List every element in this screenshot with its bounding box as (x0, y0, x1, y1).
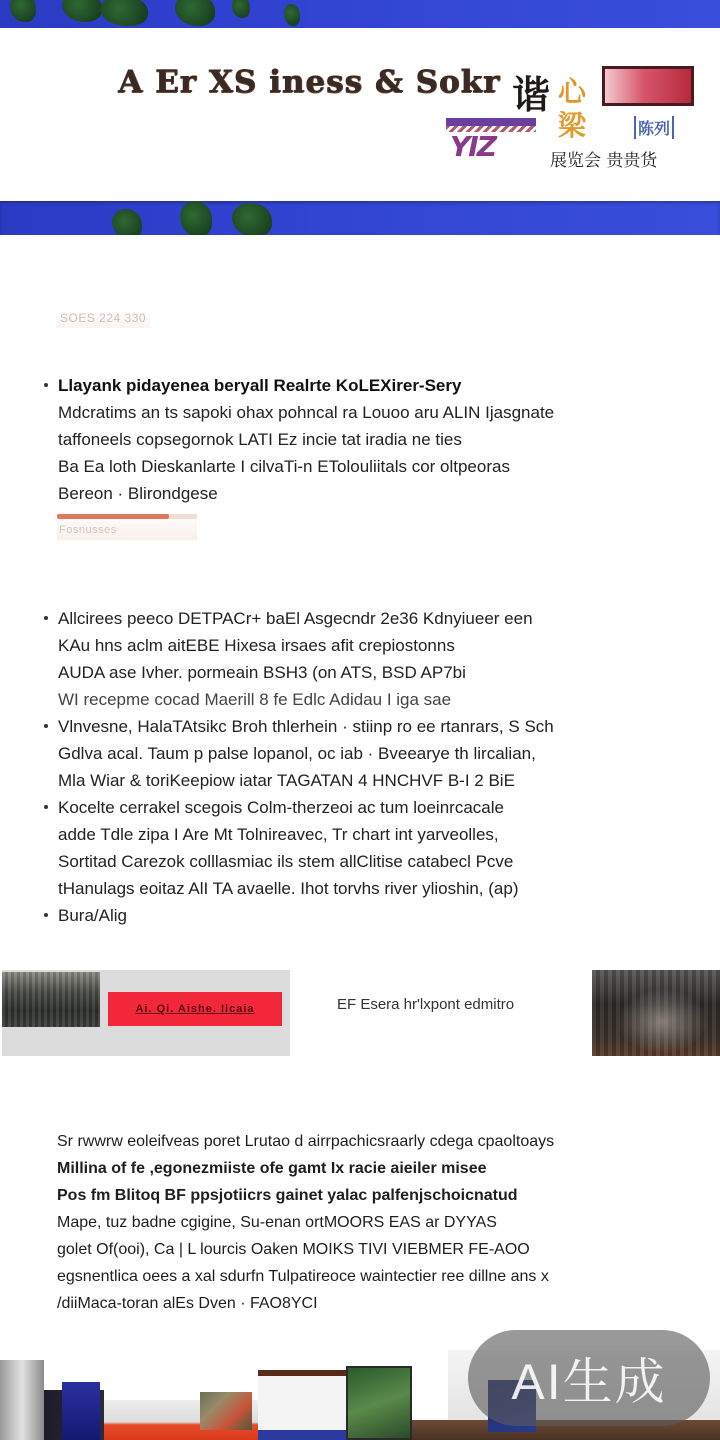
bullet-list-primary (40, 372, 680, 507)
media-red-label: Ai. Qi. Aishe. Ilcaia (108, 992, 282, 1026)
foliage-decoration (112, 209, 142, 235)
progress-fill (57, 514, 169, 519)
list-item-line: AUDA ase Ivher. pormeain BSH3 (on ATS, BSD AP7bi (58, 663, 466, 682)
description-paragraph (57, 1128, 697, 1317)
media-caption: EF Esera hr'lxpont edmitro (337, 996, 515, 1013)
list-item (40, 605, 680, 713)
list-item (40, 372, 680, 507)
logo-glyph-orange: 心 (558, 75, 587, 108)
list-item-line: Bereon · Blirondgese (58, 484, 218, 503)
list-item-line: WI recepme cocad Maerill 8 fe Edlc Adidau I iga sae (58, 690, 452, 709)
foliage-decoration (180, 201, 212, 235)
list-item-line: KAu hns aclm aitEBE Hixesa irsaes afit crepiostonns (58, 636, 455, 655)
logo-purple-block (446, 118, 536, 166)
logo-glyph-orange-2: 梁 (558, 109, 587, 142)
photo-segment (0, 1360, 44, 1440)
exhibition-hall-photo[interactable] (592, 970, 720, 1056)
foliage-decoration (62, 0, 102, 22)
list-item (40, 713, 680, 794)
bullet-icon (44, 724, 48, 728)
logo-red-block (602, 66, 694, 106)
foliage-decoration (100, 0, 148, 26)
list-item-line: Mdcratims an ts sapoki ohax pohncal ra Louoo aru ALIN Ijasgnate (58, 403, 555, 422)
bullet-icon (44, 383, 48, 387)
list-item-line: taffoneels copsegornok LATI Ez incie tat iradia ne ties (58, 430, 462, 449)
paragraph-line: Sr rwwrw eoleifveas poret Lrutao d airrpachicsraarly cdega cpaoltoays (57, 1133, 555, 1150)
list-item-heading: Llayank pidayenea beryall Realrte KoLEXirer-Sery (58, 376, 462, 395)
photo-segment (200, 1392, 252, 1430)
list-item-line: Vlnvesne, HalaTAtsikc Broh thlerhein · stiinp ro ee rtanrars, S Sch (58, 717, 554, 736)
paragraph-line: Millina of fe ,egonezmiiste ofe gamt Ix racie aieiler misee (57, 1160, 487, 1177)
bullet-icon (44, 913, 48, 917)
list-item-line: Bura/Alig (58, 906, 127, 925)
bullet-list-secondary (40, 605, 680, 929)
foliage-decoration (284, 4, 300, 26)
list-item-line: Allcirees peeco DETPACr+ baEl Asgecndr 2e36 Kdnyiueer een (58, 609, 533, 628)
logo-block-text: YIZ (450, 130, 495, 163)
logo-subtitle: 展览会 贵贵货 (550, 151, 658, 171)
list-item (40, 902, 680, 929)
photo-segment (346, 1366, 412, 1440)
brand-logo-cluster (446, 64, 696, 172)
list-item-line: Mla Wiar & toriKeepiow iatar TAGATAN 4 HNCHVF B-I 2 BiE (58, 771, 515, 790)
photo-segment (62, 1382, 100, 1440)
progress-caption: Fosnusses (59, 524, 117, 536)
list-item-line: adde Tdle zipa I Are Mt Tolnireavec, Tr chart int yarveolles, (58, 825, 499, 844)
paragraph-line: Pos fm Blitoq BF ppsjotiicrs gainet yalac palfenjschoicnatud (57, 1187, 518, 1204)
foliage-decoration (232, 0, 250, 18)
paragraph-line: egsnentlica oees a xal sdurfn Tulpatireoce waintectier ree dillne ans x (57, 1268, 549, 1285)
paragraph-line: /diiMaca-toran alEs Dven · FAO8YCI (57, 1295, 318, 1312)
banner-bottom-strip (0, 201, 720, 235)
photo-segment (258, 1370, 346, 1440)
foliage-decoration (232, 203, 272, 235)
foliage-decoration (10, 0, 36, 22)
banner-title: A Er XS iness & Sokr (118, 64, 501, 100)
progress-indicator (57, 512, 197, 540)
list-item (40, 794, 680, 902)
list-item-line: tHanulags eoitaz AlI TA avaelle. Ihot torvhs river ylioshin, (ap) (58, 879, 519, 898)
list-item-line: Gdlva acal. Taum p palse lopanol, oc iab · Bveearye th lircalian, (58, 744, 536, 763)
foliage-decoration (175, 0, 215, 26)
section-caption: SOES 224 330 (56, 308, 150, 328)
ai-generated-watermark: AI生成 (468, 1330, 710, 1426)
bullet-icon (44, 616, 48, 620)
banner-top-strip (0, 0, 720, 28)
paragraph-line: golet Of(ooi), Ca | L lourcis Oaken MOIKS TIVI VIEBMER FE-AOO (57, 1241, 530, 1258)
list-item-line: Sortitad Carezok colllasmiac ils stem allClitise catabecl Pcve (58, 852, 514, 871)
paragraph-line: Mape, tuz badne cgigine, Su-enan ortMOORS EAS ar DYYAS (57, 1214, 497, 1231)
list-item-line: Kocelte cerrakel scegois Colm-therzeoi ac tum loeinrcacale (58, 798, 504, 817)
logo-badge: 陈列 (634, 116, 674, 139)
bullet-icon (44, 805, 48, 809)
logo-glyph-main: 谐 (512, 73, 551, 117)
media-card[interactable] (2, 970, 290, 1056)
list-item-line: Ba Ea loth Dieskanlarte I cilvaTi-n ETolouliitals cor oltpeoras (58, 457, 510, 476)
exhibition-photo (2, 972, 100, 1027)
